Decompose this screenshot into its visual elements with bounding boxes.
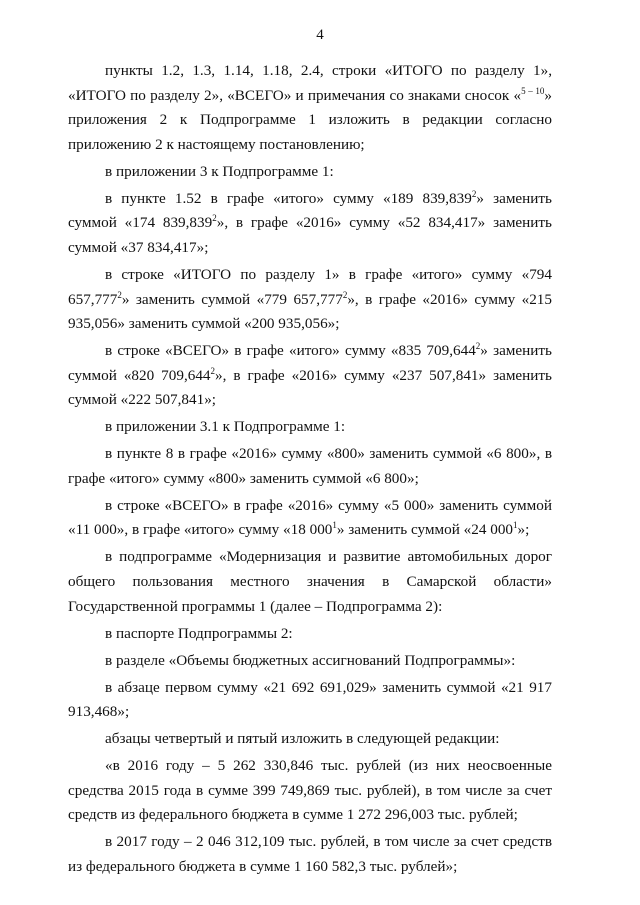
paragraph-text: в пункте 8 в графе «2016» сумму «800» заменить суммой «6 800», в графе «итого» сумму «800» заменить суммой «6 800»; bbox=[68, 445, 552, 487]
footnote-superscript: 2 bbox=[210, 365, 216, 376]
paragraph-text: » приложения 2 к Подпрограмме 1 изложить в редакции согласно приложению 2 к настоящему постановлению; bbox=[68, 86, 553, 153]
footnote-superscript: 2 bbox=[342, 289, 348, 300]
paragraph-text: » заменить суммой «24 000 bbox=[336, 521, 514, 539]
paragraph bbox=[68, 676, 552, 725]
paragraph-text: абзацы четвертый и пятый изложить в следующей редакции: bbox=[105, 730, 500, 748]
paragraph-text: в разделе «Объемы бюджетных ассигнований Подпрограммы»: bbox=[105, 651, 516, 669]
page-number: 4 bbox=[316, 27, 324, 43]
paragraph bbox=[68, 494, 552, 543]
paragraph-text: в строке «ВСЕГО» в графе «2016» сумму «5 000» заменить суммой «11 000», в графе «итого» сумму «18 000 bbox=[68, 496, 552, 539]
footnote-superscript: 2 bbox=[475, 341, 481, 352]
paragraph-text: »; bbox=[517, 521, 530, 539]
paragraph bbox=[68, 415, 552, 440]
paragraph-text: в подпрограмме «Модернизация и развитие автомобильных дорог общего пользования местного значения в Самарской области» Государственной программы 1 (далее – Подпрограмма 2): bbox=[68, 548, 552, 615]
paragraph bbox=[68, 545, 552, 619]
paragraph-text: в приложении 3 к Подпрограмме 1: bbox=[105, 162, 334, 180]
footnote-superscript: 1 bbox=[332, 520, 337, 531]
paragraph bbox=[68, 339, 552, 413]
paragraph-text: » заменить суммой «779 657,777 bbox=[121, 290, 343, 308]
paragraph bbox=[68, 727, 552, 752]
footnote-superscript: 2 bbox=[471, 188, 477, 199]
paragraph-text: » заменить суммой «174 839,839 bbox=[68, 189, 552, 232]
footnote-superscript: 1 bbox=[513, 520, 518, 531]
paragraph bbox=[68, 187, 552, 261]
paragraph-text: » заменить суммой «820 709,644 bbox=[68, 342, 552, 384]
paragraph-text: », в графе «2016» сумму «237 507,841» заменить суммой «222 507,841»; bbox=[68, 366, 552, 409]
paragraph-text: в паспорте Подпрограммы 2: bbox=[105, 624, 293, 642]
paragraph bbox=[68, 160, 552, 185]
paragraph bbox=[68, 263, 552, 337]
footnote-superscript: 2 bbox=[117, 289, 122, 300]
paragraph-text: «в 2016 году – 5 262 330,846 тыс. рублей (из них неосвоенные средства 2015 года в сумме 399 749,869 тыс. рублей), в том числе за счет средств из федерального бюджета в сумме 1 272 296,003 тыс. рублей; bbox=[68, 757, 552, 824]
paragraph-text: в абзаце первом сумму «21 692 691,029» заменить суммой «21 917 913,468»; bbox=[68, 678, 552, 721]
paragraph-text: в приложении 3.1 к Подпрограмме 1: bbox=[105, 418, 346, 436]
paragraph-text: в пункте 1.52 в графе «итого» сумму «189 839,839 bbox=[105, 189, 472, 207]
paragraph bbox=[68, 649, 552, 674]
footnote-superscript: 5 – 10 bbox=[521, 85, 545, 96]
paragraph bbox=[68, 754, 552, 828]
paragraph-text: », в графе «2016» сумму «215 935,056» заменить суммой «200 935,056»; bbox=[68, 290, 552, 333]
paragraph-text: в строке «ВСЕГО» в графе «итого» сумму «835 709,644 bbox=[105, 342, 476, 360]
paragraph bbox=[68, 442, 552, 491]
paragraph bbox=[68, 622, 552, 647]
paragraph-text: в строке «ИТОГО по разделу 1» в графе «итого» сумму «794 657,777 bbox=[68, 265, 552, 308]
document-body bbox=[68, 59, 552, 882]
paragraph-text: в 2017 году – 2 046 312,109 тыс. рублей, в том числе за счет средств из федерального бюджета в сумме 1 160 582,3 тыс. рублей»; bbox=[68, 833, 552, 875]
paragraph bbox=[68, 59, 552, 157]
footnote-superscript: 2 bbox=[212, 213, 217, 224]
paragraph bbox=[68, 830, 552, 879]
paragraph-text: пункты 1.2, 1.3, 1.14, 1.18, 2.4, строки «ИТОГО по разделу 1», «ИТОГО по разделу 2», «ВСЕГО» и примечания со знаками сносок « bbox=[68, 62, 552, 104]
paragraph-text: », в графе «2016» сумму «52 834,417» заменить суммой «37 834,417»; bbox=[68, 214, 552, 256]
